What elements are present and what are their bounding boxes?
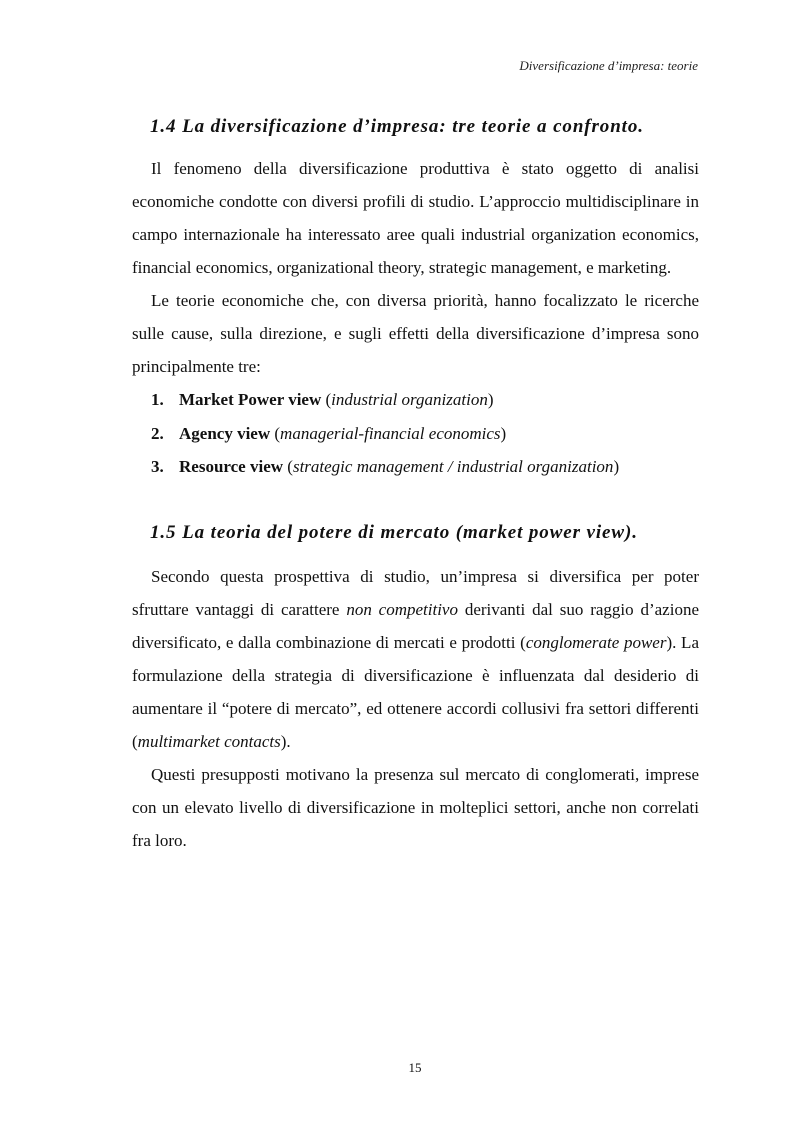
paragraph-diversification-intro: Il fenomeno della diversificazione produttiva è stato oggetto di analisi economiche condotte con diversi profili di studio. L’approccio multidisciplinare in campo internazionale ha interessato aree quali industrial organization economics, financial economics, organizational theory, strategic management, e marketing. xyxy=(132,159,699,277)
text-run: derivanti dal suo raggio d’azione diversificato, e dalla combinazione di mercati e prodotti ( xyxy=(132,599,699,652)
running-header: Diversificazione d’impresa: teorie xyxy=(519,58,698,73)
list-item xyxy=(132,383,699,417)
paren-close: ) xyxy=(613,457,620,476)
theory-field: strategic management / industrial organization xyxy=(292,457,614,476)
page-body xyxy=(132,108,699,857)
italic-term: conglomerate power xyxy=(525,632,667,652)
paren-open: ( xyxy=(321,390,332,409)
text-run: ). xyxy=(280,731,291,751)
paragraph-three-theories: Le teorie economiche che, con diversa priorità, hanno focalizzato le ricerche sulle cause, sulla direzione, e sugli effetti della diversificazione d’impresa sono principalmente tre: xyxy=(132,291,699,376)
list-number: 1. xyxy=(151,390,164,409)
list-number: 3. xyxy=(151,457,164,476)
text-run: ). La formulazione della strategia di diversificazione è influenzata dal desiderio di aumentare il “potere di mercato”, ed ottenere accordi collusivi fra settori differenti ( xyxy=(132,632,699,751)
italic-term: non competitivo xyxy=(346,599,458,619)
section-title-1-5: 1.5 La teoria del potere di mercato (market power view). xyxy=(150,521,638,543)
paren-close: ) xyxy=(500,423,507,443)
list-item xyxy=(132,417,699,451)
text-run: Secondo questa prospettiva di studio, un’impresa si diversifica per poter sfruttare vantaggi di carattere xyxy=(132,566,699,619)
theory-name: Agency view xyxy=(179,423,271,443)
section-title-1-4: 1.4 La diversificazione d’impresa: tre teorie a confronto. xyxy=(150,116,644,137)
paren-open: ( xyxy=(270,423,281,443)
paren-open: ( xyxy=(283,457,293,476)
theory-field: managerial-financial economics xyxy=(280,423,501,443)
page-number: 15 xyxy=(408,1060,422,1075)
theory-name: Resource view xyxy=(179,457,284,476)
theory-name: Market Power view xyxy=(179,390,322,409)
list-item xyxy=(132,450,699,484)
theories-list xyxy=(132,383,699,484)
italic-term: multimarket contacts xyxy=(137,731,281,751)
paragraph-conglomerates: Questi presupposti motivano la presenza sul mercato di conglomerati, imprese con un elevato livello di diversificazione in molteplici settori, anche non correlati fra loro. xyxy=(132,764,699,850)
theory-field: industrial organization xyxy=(331,390,488,409)
paragraph-market-power xyxy=(132,560,699,758)
list-number: 2. xyxy=(151,423,164,443)
paren-close: ) xyxy=(487,390,494,409)
